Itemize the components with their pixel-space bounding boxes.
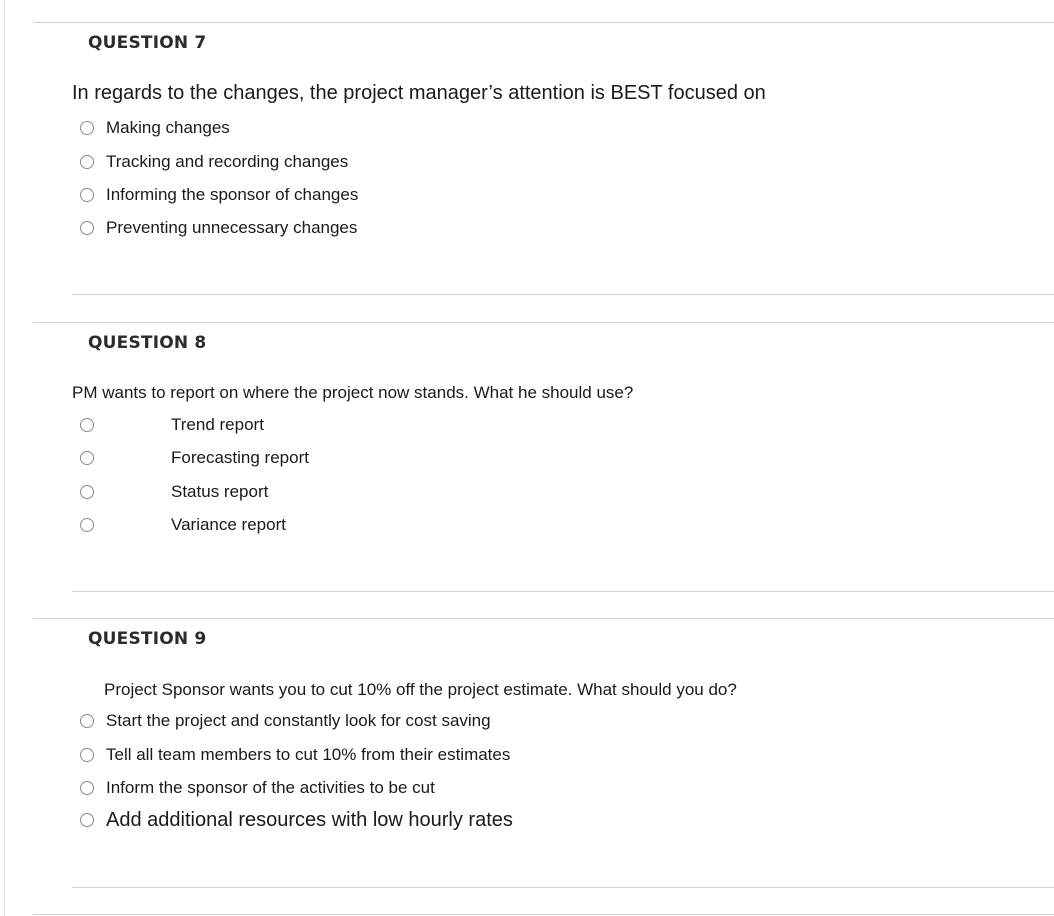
answer-label: Inform the sponsor of the activities to be cut bbox=[106, 778, 435, 797]
radio-button[interactable] bbox=[80, 121, 94, 135]
answer-option[interactable] bbox=[80, 218, 357, 238]
answer-label: Trend report bbox=[171, 415, 264, 434]
question-text: Project Sponsor wants you to cut 10% off the project estimate. What should you do? bbox=[104, 680, 737, 699]
radio-button[interactable] bbox=[80, 188, 94, 202]
radio-button[interactable] bbox=[80, 813, 94, 827]
divider-top bbox=[33, 22, 1054, 23]
answer-label: Preventing unnecessary changes bbox=[106, 218, 358, 237]
answer-option[interactable] bbox=[80, 778, 435, 798]
answer-option[interactable] bbox=[80, 482, 268, 502]
question-title: QUESTION 7 bbox=[88, 33, 207, 53]
answer-label: Tracking and recording changes bbox=[106, 152, 349, 171]
answer-label: Making changes bbox=[106, 118, 230, 137]
answer-option[interactable] bbox=[80, 448, 309, 468]
answer-option[interactable] bbox=[80, 745, 510, 765]
divider-top bbox=[33, 322, 1054, 323]
answer-label: Status report bbox=[171, 482, 269, 501]
radio-button[interactable] bbox=[80, 451, 94, 465]
left-border bbox=[4, 0, 5, 916]
radio-button[interactable] bbox=[80, 485, 94, 499]
answer-option[interactable] bbox=[80, 118, 230, 138]
answer-label: Tell all team members to cut 10% from their estimates bbox=[106, 745, 511, 764]
question-text: PM wants to report on where the project now stands. What he should use? bbox=[72, 383, 634, 402]
answer-label: Variance report bbox=[171, 515, 286, 534]
radio-button[interactable] bbox=[80, 714, 94, 728]
question-title: QUESTION 8 bbox=[88, 333, 207, 353]
divider-top bbox=[33, 914, 1054, 915]
divider-bottom bbox=[72, 294, 1054, 295]
answer-option[interactable] bbox=[80, 711, 491, 731]
divider-top bbox=[33, 618, 1054, 619]
answer-option[interactable] bbox=[80, 515, 286, 535]
radio-button[interactable] bbox=[80, 748, 94, 762]
question-title: QUESTION 9 bbox=[88, 629, 207, 649]
answer-option[interactable] bbox=[80, 185, 358, 205]
radio-button[interactable] bbox=[80, 221, 94, 235]
radio-button[interactable] bbox=[80, 418, 94, 432]
answer-option[interactable] bbox=[80, 810, 513, 830]
radio-button[interactable] bbox=[80, 781, 94, 795]
divider-bottom bbox=[72, 887, 1054, 888]
answer-label: Start the project and constantly look for cost saving bbox=[106, 711, 491, 730]
divider-bottom bbox=[72, 591, 1054, 592]
answer-option[interactable] bbox=[80, 152, 348, 172]
radio-button[interactable] bbox=[80, 155, 94, 169]
answer-option[interactable] bbox=[80, 415, 264, 435]
answer-label: Forecasting report bbox=[171, 448, 309, 467]
answer-label: Add additional resources with low hourly rates bbox=[106, 808, 513, 831]
radio-button[interactable] bbox=[80, 518, 94, 532]
answer-label: Informing the sponsor of changes bbox=[106, 185, 359, 204]
question-text: In regards to the changes, the project manager’s attention is BEST focused on bbox=[72, 82, 766, 104]
